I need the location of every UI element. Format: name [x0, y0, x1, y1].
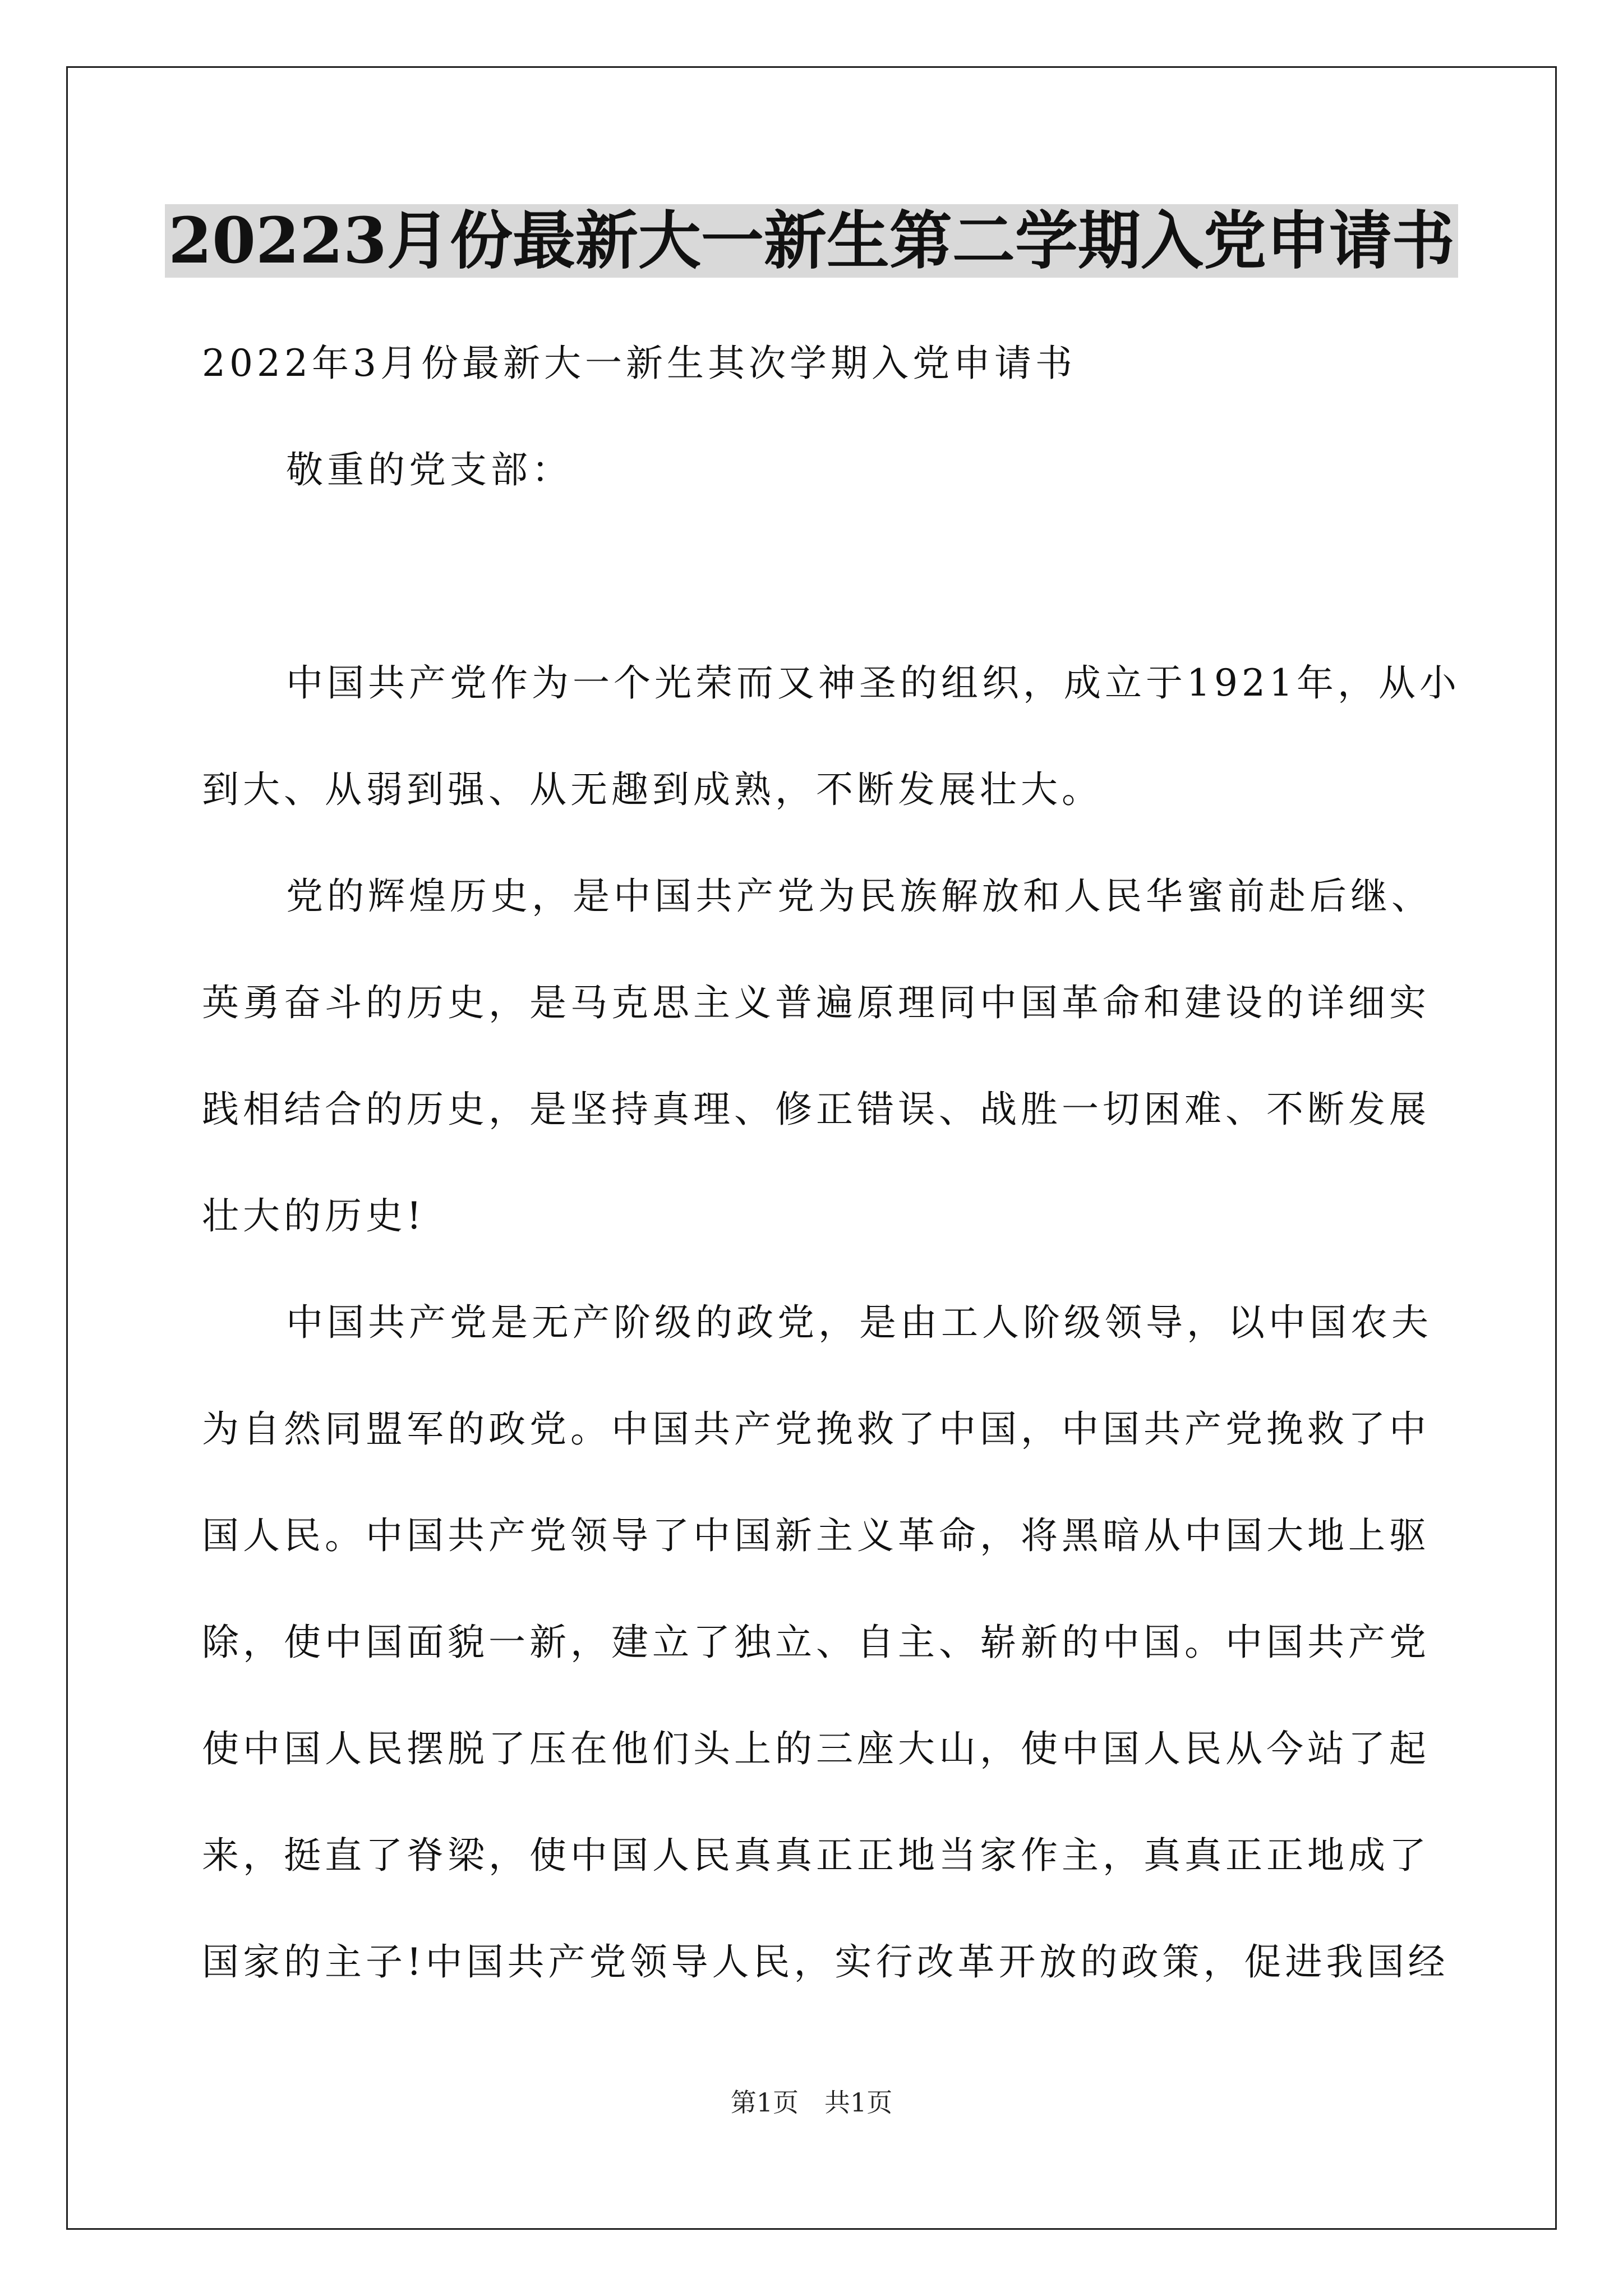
document-title-text: 20223月份最新大一新生第二学期入党申请书 — [165, 204, 1458, 278]
document-title — [0, 199, 1623, 283]
paragraph-line: 使中国人民摆脱了压在他们头上的三座大山，使中国人民从今站了起 — [202, 1727, 1430, 1770]
paragraph-line: 英勇奋斗的历史，是马克思主义普遍原理同中国革命和建设的详细实 — [202, 981, 1430, 1024]
paragraph-line: 中国共产党作为一个光荣而又神圣的组织，成立于1921年，从小 — [286, 661, 1460, 705]
paragraph-line: 到大、从弱到强、从无趣到成熟，不断发展壮大。 — [202, 768, 1103, 811]
document-subtitle: 2022年3月份最新大一新生其次学期入党申请书 — [202, 342, 1076, 385]
paragraph-line: 践相结合的历史，是坚持真理、修正错误、战胜一切困难、不断发展 — [202, 1088, 1430, 1131]
paragraph-line: 国人民。中国共产党领导了中国新主义革命，将黑暗从中国大地上驱 — [202, 1514, 1430, 1557]
paragraph-line: 党的辉煌历史，是中国共产党为民族解放和人民华蜜前赴后继、 — [286, 875, 1432, 918]
salutation: 敬重的党支部： — [286, 448, 573, 491]
page-number-footer: 第1页 共1页 — [730, 2087, 893, 2118]
paragraph-line: 除，使中国面貌一新，建立了独立、自主、崭新的中国。中国共产党 — [202, 1621, 1430, 1664]
paragraph-line: 来，挺直了脊梁，使中国人民真真正正地当家作主，真真正正地成了 — [202, 1834, 1430, 1877]
paragraph-line: 为自然同盟军的政党。中国共产党挽救了中国，中国共产党挽救了中 — [202, 1407, 1430, 1451]
paragraph-line: 中国共产党是无产阶级的政党，是由工人阶级领导，以中国农夫 — [286, 1301, 1432, 1344]
page-border — [66, 66, 1557, 2230]
paragraph-line: 壮大的历史! — [202, 1194, 426, 1237]
paragraph-line: 国家的主子!中国共产党领导人民，实行改革开放的政策，促进我国经 — [202, 1940, 1449, 1984]
